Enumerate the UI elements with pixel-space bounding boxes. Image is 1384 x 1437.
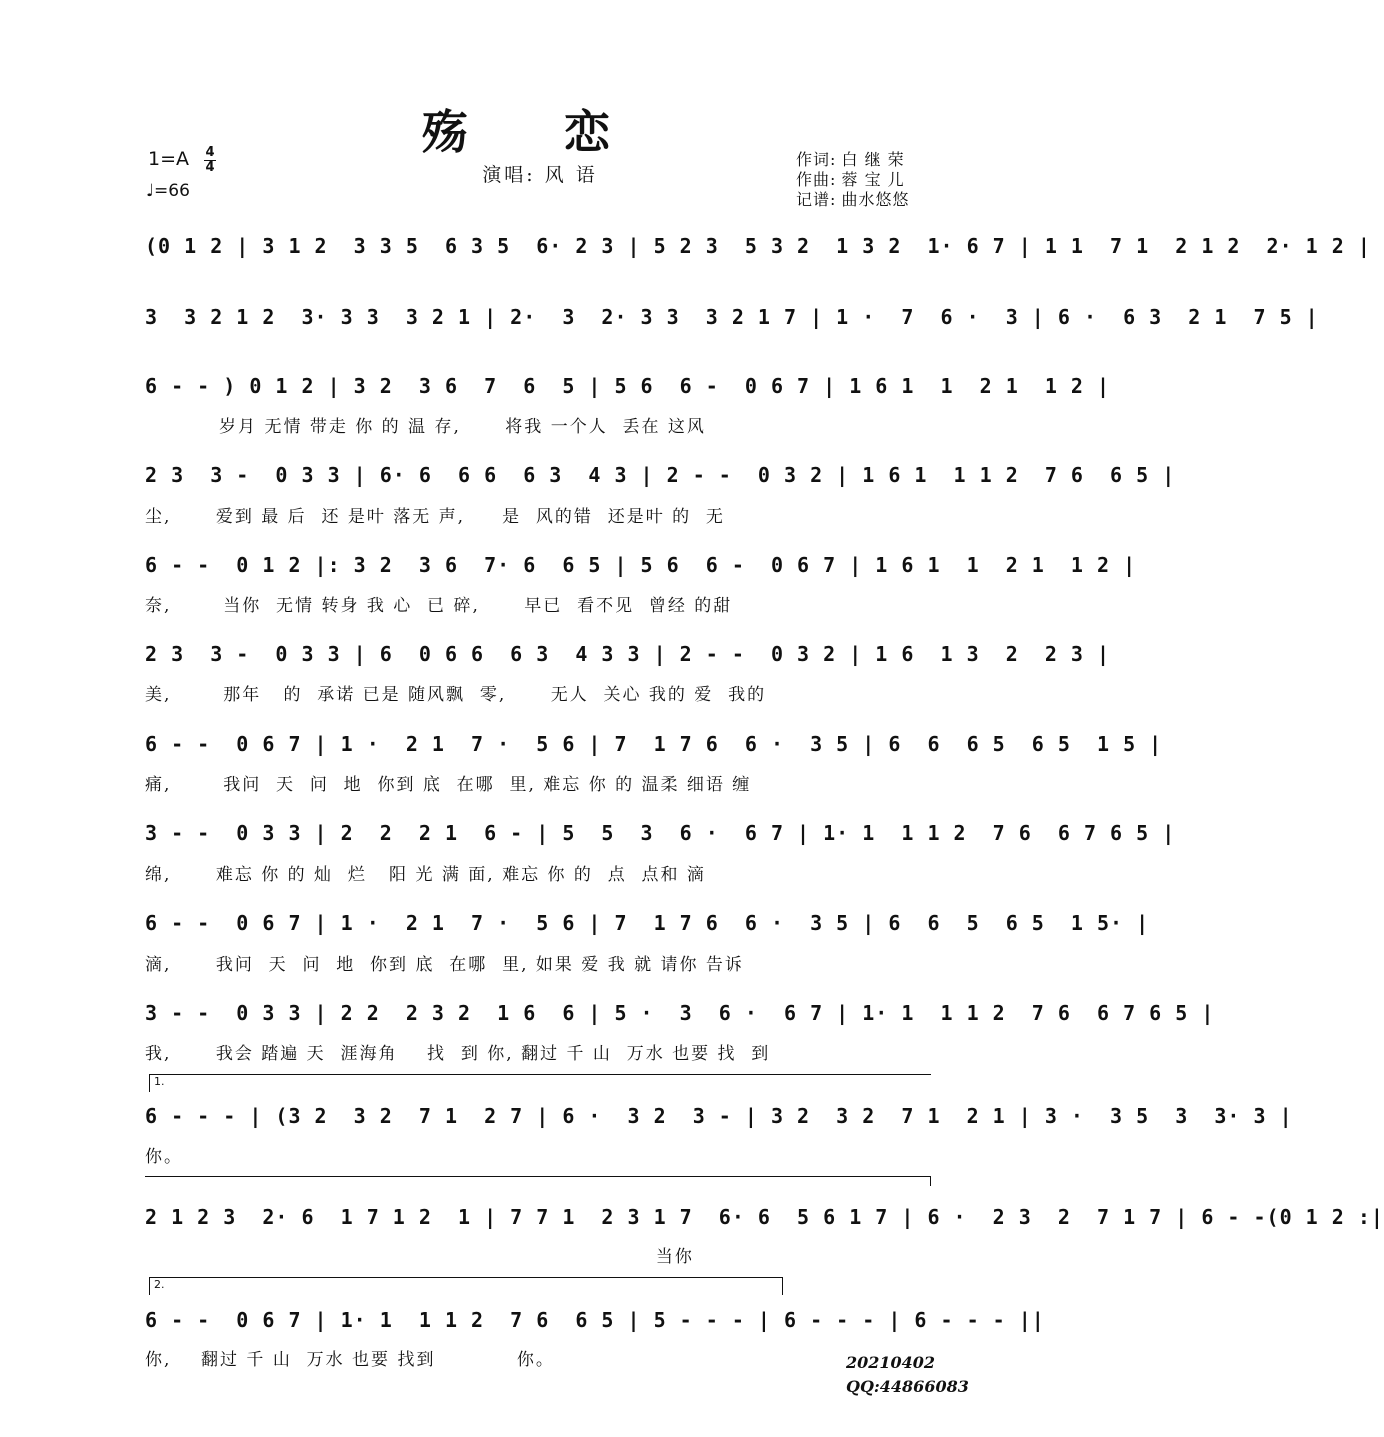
footer-qq: QQ:44866083	[846, 1377, 969, 1396]
key-signature: 1=A	[148, 148, 190, 170]
credit-label: 记谱:	[796, 190, 837, 209]
notation-row-4: 2 3 3 - 0 3 3 | 6· 6 6 6 6 3 4 3 | 2 - - 0 3 2 | 1 6 1 1 1 2 7 6 6 5 |	[145, 463, 1176, 487]
notation-row-9: 6 - - 0 6 7 | 1 · 2 1 7 · 5 6 | 7 1 7 6 6 · 3 5 | 6 6 5 6 5 1 5· |	[145, 911, 1150, 935]
credits-block	[796, 150, 910, 210]
time-signature	[204, 146, 216, 175]
credit-composer	[796, 170, 910, 190]
lyrics-row-13: 你, 翻过 千 山 万水 也要 找到 你。	[145, 1350, 555, 1370]
lyrics-row-12: 当你	[145, 1247, 694, 1267]
notation-row-1: (0 1 2 | 3 1 2 3 3 5 6 3 5 6· 2 3 | 5 2 3 5 3 2 1 3 2 1· 6 7 | 1 1 7 1 2 1 2 2· 1 2 |	[145, 234, 1371, 258]
song-title: 殇 恋	[421, 105, 650, 159]
time-signature-bottom: 4	[205, 160, 215, 175]
notation-row-6: 2 3 3 - 0 3 3 | 6 0 6 6 6 3 4 3 3 | 2 - - 0 3 2 | 1 6 1 3 2 2 3 |	[145, 642, 1111, 666]
credit-label: 作曲:	[796, 170, 837, 189]
notation-row-7: 6 - - 0 6 7 | 1 · 2 1 7 · 5 6 | 7 1 7 6 6 · 3 5 | 6 6 6 5 6 5 1 5 |	[145, 732, 1163, 756]
notation-row-13: 6 - - 0 6 7 | 1· 1 1 1 2 7 6 6 5 | 5 - - - | 6 - - - | 6 - - - ||	[145, 1308, 1045, 1332]
volta-1-bracket	[149, 1074, 931, 1092]
tempo-marking: ♩=66	[146, 181, 190, 201]
volta-2-label: 2.	[154, 1278, 165, 1291]
lyrics-row-9: 滴, 我问 天 问 地 你到 底 在哪 里, 如果 爱 我 就 请你 告诉	[145, 955, 744, 975]
notation-row-5: 6 - - 0 1 2 |: 3 2 3 6 7· 6 6 5 | 5 6 6 - 0 6 7 | 1 6 1 1 2 1 1 2 |	[145, 553, 1137, 577]
lyrics-row-10: 我, 我会 踏遍 天 涯海角 找 到 你, 翻过 千 山 万水 也要 找 到	[145, 1044, 771, 1064]
notation-row-11: 6 - - - | (3 2 3 2 7 1 2 7 | 6 · 3 2 3 - | 3 2 3 2 7 1 2 1 | 3 · 3 5 3 3· 3 |	[145, 1104, 1293, 1128]
notation-row-8: 3 - - 0 3 3 | 2 2 2 1 6 - | 5 5 3 6 · 6 7 | 1· 1 1 1 2 7 6 6 7 6 5 |	[145, 821, 1176, 845]
footer-date: 20210402	[846, 1353, 936, 1372]
lyrics-row-8: 绵, 难忘 你 的 灿 烂 阳 光 满 面, 难忘 你 的 点 点和 滴	[145, 865, 706, 885]
credit-value: 白 继 荣	[841, 150, 905, 169]
lyrics-row-6: 美, 那年 的 承诺 已是 随风飘 零, 无人 关心 我的 爱 我的	[145, 685, 767, 705]
volta-2-bracket	[149, 1277, 783, 1295]
credit-transcriber	[796, 190, 910, 210]
volta-1-continuation	[145, 1176, 931, 1186]
lyrics-row-4: 尘, 爱到 最 后 还 是叶 落无 声, 是 风的错 还是叶 的 无	[145, 507, 725, 527]
time-signature-top: 4	[205, 145, 215, 160]
notation-row-12: 2 1 2 3 2· 6 1 7 1 2 1 | 7 7 1 2 3 1 7 6· 6 5 6 1 7 | 6 · 2 3 2 7 1 7 | 6 - -(0 1 2 :|	[145, 1205, 1384, 1229]
notation-row-2: 3 3 2 1 2 3· 3 3 3 2 1 | 2· 3 2· 3 3 3 2 1 7 | 1 · 7 6 · 3 | 6 · 6 3 2 1 7 5 |	[145, 305, 1319, 329]
credit-label: 作词:	[796, 150, 837, 169]
lyrics-row-5: 奈, 当你 无情 转身 我 心 已 碎, 早已 看不见 曾经 的甜	[145, 596, 733, 616]
credit-value: 蓉 宝 儿	[841, 170, 905, 189]
volta-1-label: 1.	[154, 1075, 165, 1088]
credit-lyricist	[796, 150, 910, 170]
credit-value: 曲水悠悠	[841, 190, 910, 209]
lyrics-row-3: 岁月 无情 带走 你 的 温 存, 将我 一个人 丢在 这风	[145, 417, 706, 437]
singer-line: 演唱: 风 语	[482, 164, 598, 186]
notation-row-3: 6 - - ) 0 1 2 | 3 2 3 6 7 6 5 | 5 6 6 - 0 6 7 | 1 6 1 1 2 1 1 2 |	[145, 374, 1111, 398]
notation-row-10: 3 - - 0 3 3 | 2 2 2 3 2 1 6 6 | 5 · 3 6 · 6 7 | 1· 1 1 1 2 7 6 6 7 6 5 |	[145, 1001, 1215, 1025]
lyrics-row-11: 你。	[145, 1147, 183, 1167]
lyrics-row-7: 痛, 我问 天 问 地 你到 底 在哪 里, 难忘 你 的 温柔 细语 缠	[145, 775, 752, 795]
